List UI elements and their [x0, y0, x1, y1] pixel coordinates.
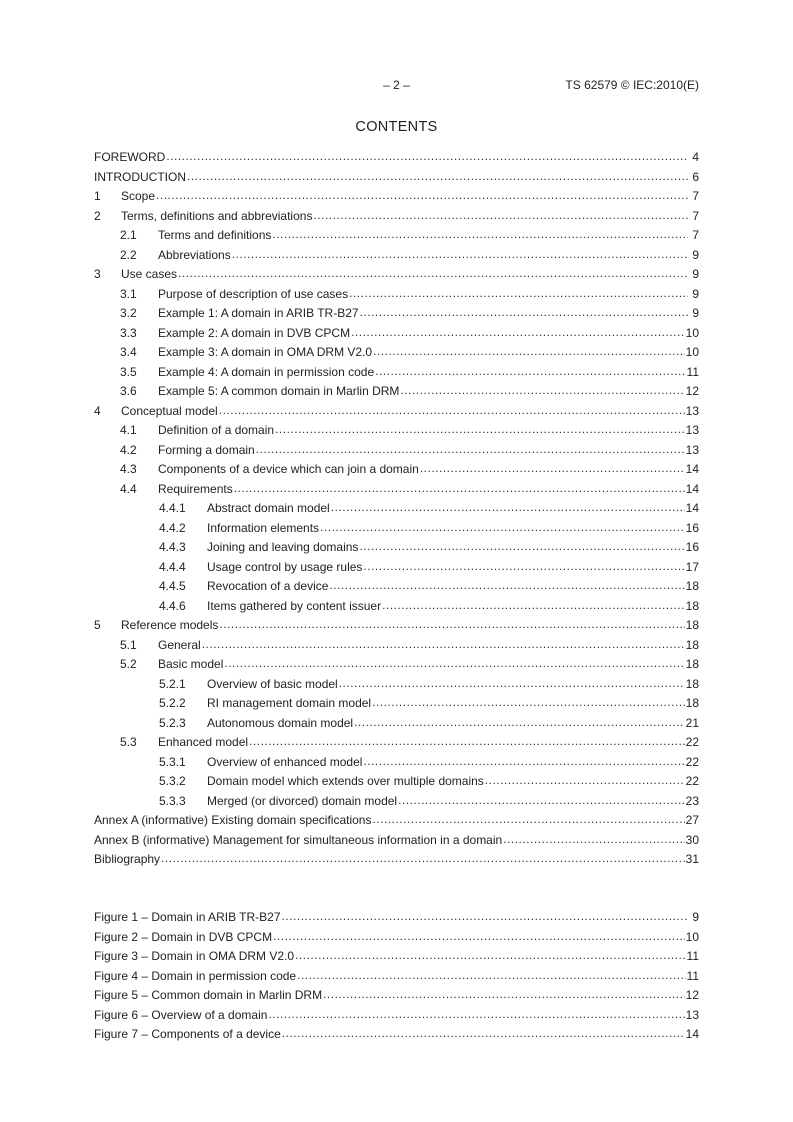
dot-leader	[363, 559, 684, 573]
entry-title: Example 2: A domain in DVB CPCM	[158, 325, 351, 340]
toc-entry[interactable]	[94, 287, 699, 307]
entry-page-number: 11	[686, 364, 699, 379]
entry-page-number: 13	[685, 423, 699, 437]
entry-number: 3.2	[120, 306, 137, 320]
list-of-figures	[94, 910, 699, 1047]
dot-leader	[219, 617, 684, 631]
dot-leader	[398, 793, 685, 807]
entry-number: 4.4.2	[159, 520, 186, 535]
dot-leader	[485, 773, 685, 787]
entry-title: Reference models	[121, 618, 219, 632]
entry-page-number: 18	[685, 637, 699, 652]
entry-number: 5.3.1	[159, 754, 186, 769]
toc-entry[interactable]	[94, 852, 699, 872]
entry-page-number: 22	[685, 735, 699, 749]
entry-number: 4.4.3	[159, 540, 186, 554]
entry-title: Usage control by usage rules	[207, 559, 363, 574]
dot-leader	[272, 227, 688, 241]
entry-title: Bibliography	[94, 852, 161, 866]
entry-title: Definition of a domain	[158, 423, 275, 437]
entry-title: Scope	[121, 189, 156, 203]
toc-entry[interactable]	[94, 443, 699, 463]
entry-title: Basic model	[158, 657, 224, 671]
entry-title: INTRODUCTION	[94, 169, 186, 184]
dot-leader	[400, 383, 684, 397]
entry-page-number: 14	[685, 501, 699, 515]
toc-entry[interactable]	[94, 365, 699, 385]
entry-number: 4.2	[120, 442, 137, 457]
entry-title: Terms, definitions and abbreviations	[121, 208, 313, 223]
entry-title: Components of a device which can join a domain	[158, 462, 419, 476]
dot-leader	[161, 851, 685, 865]
entry-page-number: 9	[692, 267, 699, 281]
entry-title: Annex B (informative) Management for simultaneous information in a domain	[94, 832, 503, 847]
dot-leader	[224, 656, 684, 670]
dot-leader	[202, 637, 685, 651]
toc-entry[interactable]	[94, 579, 699, 599]
entry-title: Autonomous domain model	[207, 715, 354, 730]
entry-number: 1	[94, 189, 101, 203]
entry-page-number: 17	[685, 559, 699, 574]
entry-page-number: 13	[685, 1007, 699, 1022]
dot-leader	[339, 676, 685, 690]
toc-entry[interactable]	[94, 794, 699, 814]
toc-entry[interactable]	[94, 638, 699, 658]
entry-page-number: 14	[685, 481, 699, 496]
toc-entry[interactable]	[94, 384, 699, 404]
entry-title: Example 3: A domain in OMA DRM V2.0	[158, 345, 373, 359]
dot-leader	[373, 344, 685, 358]
entry-title: Example 1: A domain in ARIB TR-B27	[158, 306, 359, 320]
entry-title: Overview of enhanced model	[207, 754, 363, 769]
page-number: – 2 –	[383, 78, 410, 92]
entry-title: Abbreviations	[158, 247, 231, 262]
toc-entry[interactable]	[94, 189, 699, 209]
entry-page-number: 18	[685, 657, 699, 671]
entry-page-number: 18	[685, 676, 699, 691]
entry-number: 5.2.3	[159, 715, 186, 730]
entry-title: Enhanced model	[158, 735, 249, 749]
dot-leader	[256, 442, 685, 456]
toc-entry[interactable]	[94, 248, 699, 268]
entry-title: Overview of basic model	[207, 676, 338, 691]
entry-page-number: 14	[685, 1027, 699, 1041]
page-header	[94, 75, 699, 95]
toc-entry[interactable]	[94, 813, 699, 833]
toc-entry[interactable]	[94, 170, 699, 190]
entry-title: Figure 7 – Components of a device	[94, 1027, 281, 1041]
dot-leader	[295, 948, 685, 962]
dot-leader	[354, 715, 685, 729]
toc-entry[interactable]	[94, 540, 699, 560]
dot-leader	[363, 754, 684, 768]
dot-leader	[372, 695, 685, 709]
entry-title: Figure 2 – Domain in DVB CPCM	[94, 929, 273, 944]
entry-page-number: 16	[685, 540, 699, 554]
figure-entry[interactable]	[94, 988, 699, 1008]
entry-title: Abstract domain model	[207, 501, 330, 515]
dot-leader	[187, 169, 688, 183]
entry-title: Revocation of a device	[207, 579, 329, 593]
entry-title: Figure 4 – Domain in permission code	[94, 968, 297, 983]
entry-page-number: 16	[685, 520, 699, 535]
toc-entry[interactable]	[94, 755, 699, 775]
entry-number: 5	[94, 618, 101, 632]
dot-leader	[372, 812, 684, 826]
entry-title: Information elements	[207, 520, 320, 535]
entry-page-number: 23	[685, 793, 699, 808]
dot-leader	[351, 325, 685, 339]
entry-number: 4	[94, 403, 101, 418]
entry-title: Forming a domain	[158, 442, 255, 457]
dot-leader	[282, 1026, 685, 1040]
toc-entry[interactable]	[94, 521, 699, 541]
dot-leader	[382, 598, 685, 612]
dot-leader	[297, 968, 685, 982]
dot-leader	[249, 734, 685, 748]
entry-number: 4.4.4	[159, 559, 186, 574]
entry-page-number: 18	[685, 598, 699, 613]
entry-number: 3.4	[120, 345, 137, 359]
entry-number: 4.4	[120, 481, 137, 496]
entry-title: Annex A (informative) Existing domain specifications	[94, 813, 372, 827]
toc-entry[interactable]	[94, 150, 699, 170]
entry-number: 4.4.6	[159, 598, 186, 613]
document-id: TS 62579 © IEC:2010(E)	[565, 78, 699, 92]
toc-entry[interactable]	[94, 423, 699, 443]
entry-number: 2	[94, 208, 101, 223]
entry-page-number: 18	[685, 579, 699, 593]
toc-entry[interactable]	[94, 560, 699, 580]
entry-page-number: 10	[685, 325, 699, 340]
entry-number: 4.4.5	[159, 579, 186, 593]
toc-entry[interactable]	[94, 657, 699, 677]
entry-page-number: 9	[692, 910, 699, 924]
dot-leader	[323, 987, 685, 1001]
figure-entry[interactable]	[94, 1008, 699, 1028]
toc-entry[interactable]	[94, 599, 699, 619]
toc-entry[interactable]	[94, 306, 699, 326]
dot-leader	[320, 520, 685, 534]
entry-title: Example 4: A domain in permission code	[158, 364, 375, 379]
entry-number: 5.2.2	[159, 696, 186, 710]
toc-entry[interactable]	[94, 267, 699, 287]
dot-leader	[360, 305, 688, 319]
dot-leader	[273, 929, 685, 943]
toc-entry[interactable]	[94, 735, 699, 755]
entry-number: 3	[94, 267, 101, 281]
entry-page-number: 22	[685, 774, 699, 788]
entry-page-number: 4	[692, 150, 699, 164]
dot-leader	[349, 286, 688, 300]
entry-title: Figure 6 – Overview of a domain	[94, 1007, 268, 1022]
entry-title: Requirements	[158, 481, 233, 496]
entry-title: Joining and leaving domains	[207, 540, 359, 554]
dot-leader	[156, 188, 688, 202]
entry-page-number: 9	[692, 247, 699, 262]
figure-entry[interactable]	[94, 910, 699, 930]
entry-page-number: 9	[692, 306, 699, 320]
toc-entry[interactable]	[94, 462, 699, 482]
dot-leader	[331, 500, 685, 514]
entry-number: 2.2	[120, 247, 137, 262]
toc-entry[interactable]	[94, 618, 699, 638]
dot-leader	[420, 461, 685, 475]
entry-number: 5.3.3	[159, 793, 186, 808]
toc-entry[interactable]	[94, 326, 699, 346]
entry-title: FOREWORD	[94, 150, 166, 164]
toc-entry[interactable]	[94, 209, 699, 229]
toc-entry[interactable]	[94, 228, 699, 248]
entry-page-number: 12	[685, 384, 699, 398]
entry-page-number: 7	[692, 208, 699, 223]
entry-number: 4.3	[120, 462, 137, 476]
entry-title: Figure 3 – Domain in OMA DRM V2.0	[94, 949, 295, 963]
entry-page-number: 7	[692, 189, 699, 203]
entry-page-number: 13	[685, 403, 699, 418]
figure-entry[interactable]	[94, 930, 699, 950]
entry-number: 5.2	[120, 657, 137, 671]
entry-title: Domain model which extends over multiple domains	[207, 774, 484, 788]
entry-title: Purpose of description of use cases	[158, 286, 349, 301]
entry-page-number: 13	[685, 442, 699, 457]
toc-entry[interactable]	[94, 482, 699, 502]
figure-entry[interactable]	[94, 1027, 699, 1047]
entry-title: Figure 5 – Common domain in Marlin DRM	[94, 988, 323, 1002]
dot-leader	[313, 208, 688, 222]
entry-page-number: 10	[685, 929, 699, 944]
entry-title: Conceptual model	[121, 403, 218, 418]
entry-number: 4.4.1	[159, 501, 186, 515]
entry-page-number: 27	[685, 813, 699, 827]
entry-page-number: 30	[685, 832, 699, 847]
entry-number: 3.5	[120, 364, 137, 379]
entry-page-number: 11	[686, 949, 699, 963]
toc-entry[interactable]	[94, 774, 699, 794]
dot-leader	[282, 909, 688, 923]
dot-leader	[275, 422, 685, 436]
contents-title: CONTENTS	[355, 119, 438, 135]
dot-leader	[503, 832, 684, 846]
toc-entry[interactable]	[94, 501, 699, 521]
entry-number: 5.2.1	[159, 676, 186, 691]
entry-title: Example 5: A common domain in Marlin DRM	[158, 384, 400, 398]
entry-page-number: 10	[685, 345, 699, 359]
entry-number: 2.1	[120, 228, 137, 242]
dot-leader	[166, 149, 688, 163]
dot-leader	[359, 539, 684, 553]
entry-page-number: 7	[692, 228, 699, 242]
dot-leader	[268, 1007, 684, 1021]
entry-number: 5.3.2	[159, 774, 186, 788]
dot-leader	[329, 578, 684, 592]
entry-page-number: 12	[685, 988, 699, 1002]
entry-page-number: 21	[685, 715, 699, 730]
entry-number: 5.3	[120, 735, 137, 749]
entry-title: RI management domain model	[207, 696, 372, 710]
entry-number: 3.3	[120, 325, 137, 340]
toc-entry[interactable]	[94, 716, 699, 736]
toc-entry[interactable]	[94, 404, 699, 424]
dot-leader	[375, 364, 685, 378]
entry-title: General	[158, 637, 201, 652]
toc-entry[interactable]	[94, 696, 699, 716]
entry-page-number: 18	[685, 696, 699, 710]
entry-title: Merged (or divorced) domain model	[207, 793, 398, 808]
dot-leader	[178, 266, 688, 280]
entry-number: 3.6	[120, 384, 137, 398]
entry-page-number: 9	[692, 286, 699, 301]
entry-page-number: 11	[686, 968, 699, 983]
entry-page-number: 14	[685, 462, 699, 476]
entry-title: Terms and definitions	[158, 228, 272, 242]
toc-entry[interactable]	[94, 345, 699, 365]
entry-page-number: 22	[685, 754, 699, 769]
toc-entry[interactable]	[94, 833, 699, 853]
figure-entry[interactable]	[94, 949, 699, 969]
table-of-contents	[94, 150, 699, 872]
dot-leader	[232, 247, 688, 261]
figure-entry[interactable]	[94, 969, 699, 989]
entry-number: 3.1	[120, 286, 137, 301]
entry-page-number: 31	[685, 852, 699, 866]
dot-leader	[234, 481, 685, 495]
entry-title: Figure 1 – Domain in ARIB TR-B27	[94, 910, 281, 924]
toc-entry[interactable]	[94, 677, 699, 697]
entry-title: Items gathered by content issuer	[207, 598, 382, 613]
entry-page-number: 18	[685, 618, 699, 632]
dot-leader	[219, 403, 685, 417]
entry-number: 5.1	[120, 637, 137, 652]
entry-number: 4.1	[120, 423, 137, 437]
entry-page-number: 6	[692, 169, 699, 184]
entry-title: Use cases	[121, 267, 178, 281]
